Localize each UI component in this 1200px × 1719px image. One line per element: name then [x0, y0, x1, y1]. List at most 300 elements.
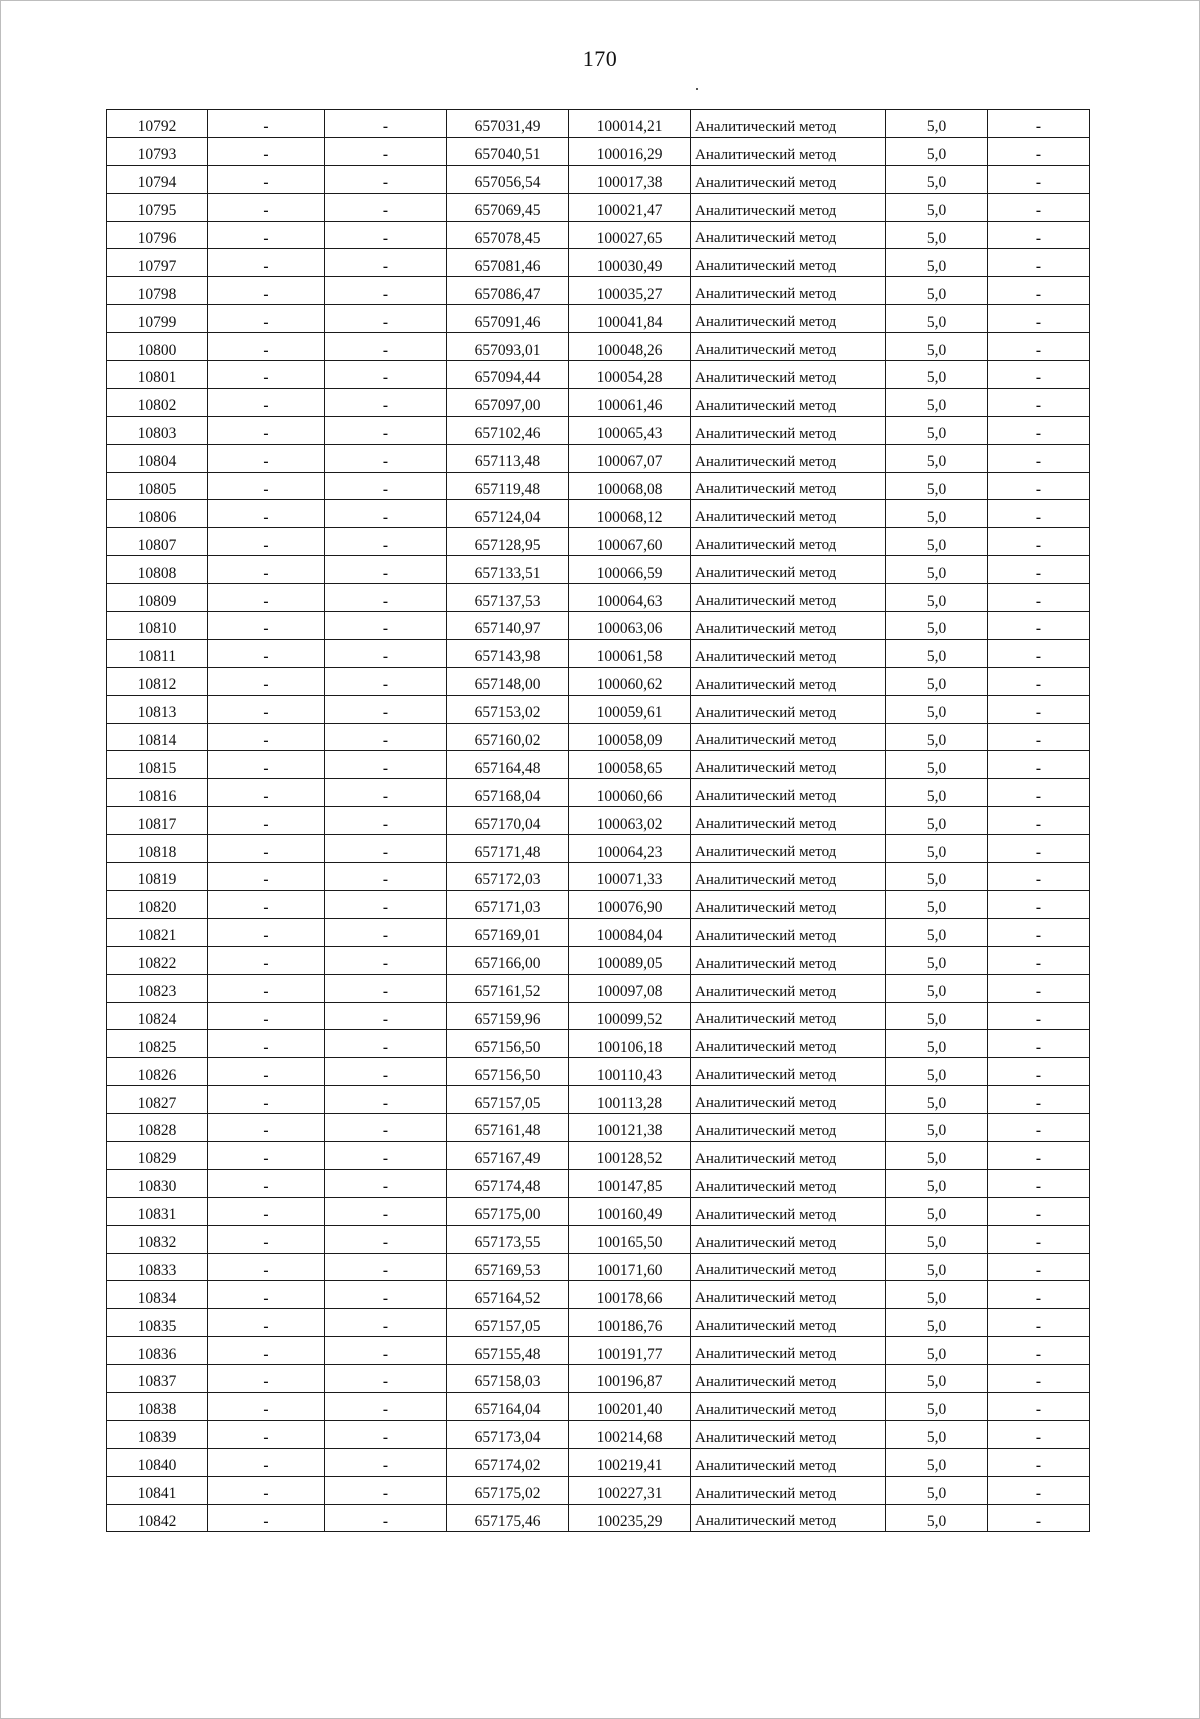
- method-cell: Аналитический метод: [691, 1392, 886, 1420]
- x-coordinate-cell: 657164,04: [447, 1392, 569, 1420]
- dash-cell: -: [325, 1058, 447, 1086]
- dash-cell: -: [208, 556, 325, 584]
- y-coordinate-cell: 100058,65: [569, 751, 691, 779]
- table-row: [107, 584, 1090, 612]
- dash-cell: -: [325, 165, 447, 193]
- method-cell: Аналитический метод: [691, 277, 886, 305]
- dash-cell: -: [988, 1392, 1090, 1420]
- dash-cell: -: [208, 1281, 325, 1309]
- dash-cell: -: [325, 695, 447, 723]
- y-coordinate-cell: 100061,58: [569, 639, 691, 667]
- dash-cell: -: [325, 137, 447, 165]
- dash-cell: -: [325, 1114, 447, 1142]
- dash-cell: -: [208, 974, 325, 1002]
- dash-cell: -: [208, 1169, 325, 1197]
- y-coordinate-cell: 100113,28: [569, 1086, 691, 1114]
- dash-cell: -: [988, 835, 1090, 863]
- y-coordinate-cell: 100196,87: [569, 1365, 691, 1393]
- table-row: [107, 137, 1090, 165]
- y-coordinate-cell: 100110,43: [569, 1058, 691, 1086]
- dash-cell: -: [988, 444, 1090, 472]
- table-row: [107, 1337, 1090, 1365]
- accuracy-cell: 5,0: [886, 1448, 988, 1476]
- dash-cell: -: [208, 751, 325, 779]
- table-row: [107, 1169, 1090, 1197]
- method-cell: Аналитический метод: [691, 110, 886, 138]
- point-number-cell: 10807: [107, 528, 208, 556]
- dash-cell: -: [988, 1337, 1090, 1365]
- dash-cell: -: [325, 1365, 447, 1393]
- method-cell: Аналитический метод: [691, 612, 886, 640]
- accuracy-cell: 5,0: [886, 1420, 988, 1448]
- method-cell: Аналитический метод: [691, 1420, 886, 1448]
- dash-cell: -: [208, 1448, 325, 1476]
- x-coordinate-cell: 657174,02: [447, 1448, 569, 1476]
- point-number-cell: 10838: [107, 1392, 208, 1420]
- accuracy-cell: 5,0: [886, 416, 988, 444]
- x-coordinate-cell: 657119,48: [447, 472, 569, 500]
- accuracy-cell: 5,0: [886, 137, 988, 165]
- dash-cell: -: [208, 1114, 325, 1142]
- dash-cell: -: [988, 249, 1090, 277]
- x-coordinate-cell: 657175,46: [447, 1504, 569, 1532]
- method-cell: Аналитический метод: [691, 1476, 886, 1504]
- dash-cell: -: [325, 500, 447, 528]
- y-coordinate-cell: 100068,08: [569, 472, 691, 500]
- dash-cell: -: [208, 1225, 325, 1253]
- x-coordinate-cell: 657040,51: [447, 137, 569, 165]
- point-number-cell: 10810: [107, 612, 208, 640]
- dash-cell: -: [988, 779, 1090, 807]
- dash-cell: -: [208, 165, 325, 193]
- point-number-cell: 10827: [107, 1086, 208, 1114]
- y-coordinate-cell: 100017,38: [569, 165, 691, 193]
- method-cell: Аналитический метод: [691, 1225, 886, 1253]
- y-coordinate-cell: 100065,43: [569, 416, 691, 444]
- point-number-cell: 10825: [107, 1030, 208, 1058]
- y-coordinate-cell: 100035,27: [569, 277, 691, 305]
- dash-cell: -: [988, 1197, 1090, 1225]
- accuracy-cell: 5,0: [886, 1337, 988, 1365]
- dash-cell: -: [988, 1086, 1090, 1114]
- point-number-cell: 10831: [107, 1197, 208, 1225]
- y-coordinate-cell: 100058,09: [569, 723, 691, 751]
- dash-cell: -: [325, 612, 447, 640]
- table-row: [107, 305, 1090, 333]
- dash-cell: -: [325, 556, 447, 584]
- method-cell: Аналитический метод: [691, 1504, 886, 1532]
- dash-cell: -: [988, 918, 1090, 946]
- accuracy-cell: 5,0: [886, 723, 988, 751]
- dash-cell: -: [208, 388, 325, 416]
- x-coordinate-cell: 657155,48: [447, 1337, 569, 1365]
- x-coordinate-cell: 657140,97: [447, 612, 569, 640]
- dash-cell: -: [988, 667, 1090, 695]
- dash-cell: -: [988, 305, 1090, 333]
- dash-cell: -: [988, 1141, 1090, 1169]
- dash-cell: -: [988, 556, 1090, 584]
- dash-cell: -: [325, 221, 447, 249]
- dash-cell: -: [208, 1504, 325, 1532]
- dash-cell: -: [325, 1448, 447, 1476]
- table-row: [107, 165, 1090, 193]
- method-cell: Аналитический метод: [691, 835, 886, 863]
- point-number-cell: 10803: [107, 416, 208, 444]
- x-coordinate-cell: 657169,01: [447, 918, 569, 946]
- accuracy-cell: 5,0: [886, 890, 988, 918]
- accuracy-cell: 5,0: [886, 807, 988, 835]
- y-coordinate-cell: 100076,90: [569, 890, 691, 918]
- point-number-cell: 10833: [107, 1253, 208, 1281]
- dash-cell: -: [208, 1141, 325, 1169]
- table-row: [107, 556, 1090, 584]
- dash-cell: -: [988, 1420, 1090, 1448]
- accuracy-cell: 5,0: [886, 695, 988, 723]
- x-coordinate-cell: 657078,45: [447, 221, 569, 249]
- dash-cell: -: [325, 639, 447, 667]
- dash-cell: -: [208, 221, 325, 249]
- method-cell: Аналитический метод: [691, 751, 886, 779]
- point-number-cell: 10802: [107, 388, 208, 416]
- point-number-cell: 10814: [107, 723, 208, 751]
- y-coordinate-cell: 100041,84: [569, 305, 691, 333]
- dash-cell: -: [208, 1309, 325, 1337]
- dash-cell: -: [325, 1253, 447, 1281]
- point-number-cell: 10820: [107, 890, 208, 918]
- point-number-cell: 10800: [107, 333, 208, 361]
- point-number-cell: 10806: [107, 500, 208, 528]
- dash-cell: -: [325, 444, 447, 472]
- method-cell: Аналитический метод: [691, 221, 886, 249]
- y-coordinate-cell: 100191,77: [569, 1337, 691, 1365]
- accuracy-cell: 5,0: [886, 1476, 988, 1504]
- dash-cell: -: [988, 110, 1090, 138]
- dash-cell: -: [988, 946, 1090, 974]
- dash-cell: -: [325, 1504, 447, 1532]
- dash-cell: -: [325, 1086, 447, 1114]
- dash-cell: -: [988, 500, 1090, 528]
- accuracy-cell: 5,0: [886, 221, 988, 249]
- dash-cell: -: [208, 1420, 325, 1448]
- point-number-cell: 10836: [107, 1337, 208, 1365]
- dash-cell: -: [325, 1476, 447, 1504]
- accuracy-cell: 5,0: [886, 779, 988, 807]
- dash-cell: -: [988, 137, 1090, 165]
- table-row: [107, 249, 1090, 277]
- dash-cell: -: [325, 723, 447, 751]
- table-row: [107, 863, 1090, 891]
- point-number-cell: 10804: [107, 444, 208, 472]
- method-cell: Аналитический метод: [691, 918, 886, 946]
- point-number-cell: 10826: [107, 1058, 208, 1086]
- coordinates-table: [106, 109, 1090, 1532]
- table-row: [107, 1309, 1090, 1337]
- method-cell: Аналитический метод: [691, 528, 886, 556]
- x-coordinate-cell: 657171,03: [447, 890, 569, 918]
- point-number-cell: 10835: [107, 1309, 208, 1337]
- x-coordinate-cell: 657153,02: [447, 695, 569, 723]
- dash-cell: -: [208, 1002, 325, 1030]
- method-cell: Аналитический метод: [691, 444, 886, 472]
- dash-cell: -: [208, 779, 325, 807]
- y-coordinate-cell: 100071,33: [569, 863, 691, 891]
- dash-cell: -: [208, 835, 325, 863]
- dash-cell: -: [325, 1002, 447, 1030]
- dash-cell: -: [208, 1253, 325, 1281]
- x-coordinate-cell: 657173,04: [447, 1420, 569, 1448]
- y-coordinate-cell: 100014,21: [569, 110, 691, 138]
- dash-cell: -: [988, 1309, 1090, 1337]
- accuracy-cell: 5,0: [886, 528, 988, 556]
- y-coordinate-cell: 100219,41: [569, 1448, 691, 1476]
- accuracy-cell: 5,0: [886, 1030, 988, 1058]
- table-row: [107, 361, 1090, 389]
- dash-cell: -: [208, 639, 325, 667]
- table-row: [107, 500, 1090, 528]
- point-number-cell: 10797: [107, 249, 208, 277]
- dash-cell: -: [325, 193, 447, 221]
- accuracy-cell: 5,0: [886, 110, 988, 138]
- dash-cell: -: [325, 890, 447, 918]
- accuracy-cell: 5,0: [886, 974, 988, 1002]
- dash-cell: -: [325, 807, 447, 835]
- dash-cell: -: [325, 835, 447, 863]
- table-row: [107, 1030, 1090, 1058]
- x-coordinate-cell: 657124,04: [447, 500, 569, 528]
- accuracy-cell: 5,0: [886, 305, 988, 333]
- method-cell: Аналитический метод: [691, 695, 886, 723]
- method-cell: Аналитический метод: [691, 974, 886, 1002]
- accuracy-cell: 5,0: [886, 193, 988, 221]
- dash-cell: -: [208, 249, 325, 277]
- dash-cell: -: [988, 807, 1090, 835]
- dash-cell: -: [988, 863, 1090, 891]
- dash-cell: -: [325, 361, 447, 389]
- dash-cell: -: [988, 723, 1090, 751]
- table-row: [107, 193, 1090, 221]
- table-row: [107, 1281, 1090, 1309]
- method-cell: Аналитический метод: [691, 946, 886, 974]
- x-coordinate-cell: 657156,50: [447, 1030, 569, 1058]
- point-number-cell: 10839: [107, 1420, 208, 1448]
- method-cell: Аналитический метод: [691, 388, 886, 416]
- accuracy-cell: 5,0: [886, 1141, 988, 1169]
- accuracy-cell: 5,0: [886, 946, 988, 974]
- dash-cell: -: [325, 333, 447, 361]
- accuracy-cell: 5,0: [886, 165, 988, 193]
- accuracy-cell: 5,0: [886, 1114, 988, 1142]
- table-row: [107, 1141, 1090, 1169]
- dash-cell: -: [208, 807, 325, 835]
- table-row: [107, 388, 1090, 416]
- table-row: [107, 110, 1090, 138]
- accuracy-cell: 5,0: [886, 918, 988, 946]
- method-cell: Аналитический метод: [691, 137, 886, 165]
- x-coordinate-cell: 657173,55: [447, 1225, 569, 1253]
- dash-cell: -: [988, 1253, 1090, 1281]
- y-coordinate-cell: 100165,50: [569, 1225, 691, 1253]
- x-coordinate-cell: 657137,53: [447, 584, 569, 612]
- point-number-cell: 10842: [107, 1504, 208, 1532]
- accuracy-cell: 5,0: [886, 1169, 988, 1197]
- y-coordinate-cell: 100106,18: [569, 1030, 691, 1058]
- x-coordinate-cell: 657091,46: [447, 305, 569, 333]
- point-number-cell: 10796: [107, 221, 208, 249]
- table-row: [107, 1392, 1090, 1420]
- dash-cell: -: [208, 723, 325, 751]
- x-coordinate-cell: 657161,48: [447, 1114, 569, 1142]
- point-number-cell: 10819: [107, 863, 208, 891]
- dash-cell: -: [208, 277, 325, 305]
- method-cell: Аналитический метод: [691, 667, 886, 695]
- dash-cell: -: [325, 1337, 447, 1365]
- table-row: [107, 1420, 1090, 1448]
- x-coordinate-cell: 657133,51: [447, 556, 569, 584]
- point-number-cell: 10841: [107, 1476, 208, 1504]
- dash-cell: -: [208, 584, 325, 612]
- table-row: [107, 751, 1090, 779]
- point-number-cell: 10813: [107, 695, 208, 723]
- point-number-cell: 10815: [107, 751, 208, 779]
- dash-cell: -: [988, 1030, 1090, 1058]
- dash-cell: -: [325, 974, 447, 1002]
- y-coordinate-cell: 100048,26: [569, 333, 691, 361]
- method-cell: Аналитический метод: [691, 584, 886, 612]
- dash-cell: -: [988, 890, 1090, 918]
- accuracy-cell: 5,0: [886, 556, 988, 584]
- x-coordinate-cell: 657102,46: [447, 416, 569, 444]
- dash-cell: -: [988, 639, 1090, 667]
- dash-cell: -: [988, 695, 1090, 723]
- x-coordinate-cell: 657157,05: [447, 1086, 569, 1114]
- point-number-cell: 10793: [107, 137, 208, 165]
- method-cell: Аналитический метод: [691, 1337, 886, 1365]
- accuracy-cell: 5,0: [886, 667, 988, 695]
- y-coordinate-cell: 100235,29: [569, 1504, 691, 1532]
- accuracy-cell: 5,0: [886, 1309, 988, 1337]
- point-number-cell: 10808: [107, 556, 208, 584]
- y-coordinate-cell: 100214,68: [569, 1420, 691, 1448]
- accuracy-cell: 5,0: [886, 1002, 988, 1030]
- accuracy-cell: 5,0: [886, 835, 988, 863]
- table-row: [107, 416, 1090, 444]
- y-coordinate-cell: 100061,46: [569, 388, 691, 416]
- table-row: [107, 946, 1090, 974]
- x-coordinate-cell: 657157,05: [447, 1309, 569, 1337]
- x-coordinate-cell: 657166,00: [447, 946, 569, 974]
- x-coordinate-cell: 657158,03: [447, 1365, 569, 1393]
- x-coordinate-cell: 657172,03: [447, 863, 569, 891]
- x-coordinate-cell: 657159,96: [447, 1002, 569, 1030]
- dash-cell: -: [988, 416, 1090, 444]
- dash-cell: -: [208, 305, 325, 333]
- table-row: [107, 1225, 1090, 1253]
- table-row: [107, 1448, 1090, 1476]
- method-cell: Аналитический метод: [691, 779, 886, 807]
- accuracy-cell: 5,0: [886, 1086, 988, 1114]
- dash-cell: -: [988, 974, 1090, 1002]
- table-row: [107, 723, 1090, 751]
- dash-cell: -: [325, 1309, 447, 1337]
- y-coordinate-cell: 100178,66: [569, 1281, 691, 1309]
- dash-cell: -: [988, 528, 1090, 556]
- y-coordinate-cell: 100016,29: [569, 137, 691, 165]
- y-coordinate-cell: 100171,60: [569, 1253, 691, 1281]
- point-number-cell: 10801: [107, 361, 208, 389]
- dash-cell: -: [988, 193, 1090, 221]
- dash-cell: -: [325, 416, 447, 444]
- dash-cell: -: [988, 1225, 1090, 1253]
- accuracy-cell: 5,0: [886, 472, 988, 500]
- x-coordinate-cell: 657156,50: [447, 1058, 569, 1086]
- y-coordinate-cell: 100066,59: [569, 556, 691, 584]
- accuracy-cell: 5,0: [886, 444, 988, 472]
- y-coordinate-cell: 100027,65: [569, 221, 691, 249]
- dash-cell: -: [988, 1114, 1090, 1142]
- accuracy-cell: 5,0: [886, 1197, 988, 1225]
- x-coordinate-cell: 657174,48: [447, 1169, 569, 1197]
- table-row: [107, 1002, 1090, 1030]
- x-coordinate-cell: 657170,04: [447, 807, 569, 835]
- dash-cell: -: [325, 277, 447, 305]
- point-number-cell: 10832: [107, 1225, 208, 1253]
- dash-cell: -: [325, 110, 447, 138]
- y-coordinate-cell: 100160,49: [569, 1197, 691, 1225]
- table-row: [107, 807, 1090, 835]
- dash-cell: -: [208, 193, 325, 221]
- scan-speck: [696, 88, 698, 90]
- x-coordinate-cell: 657171,48: [447, 835, 569, 863]
- dash-cell: -: [208, 1197, 325, 1225]
- point-number-cell: 10792: [107, 110, 208, 138]
- method-cell: Аналитический метод: [691, 639, 886, 667]
- point-number-cell: 10818: [107, 835, 208, 863]
- table-row: [107, 221, 1090, 249]
- x-coordinate-cell: 657081,46: [447, 249, 569, 277]
- x-coordinate-cell: 657160,02: [447, 723, 569, 751]
- method-cell: Аналитический метод: [691, 1058, 886, 1086]
- dash-cell: -: [208, 333, 325, 361]
- dash-cell: -: [988, 1058, 1090, 1086]
- y-coordinate-cell: 100064,23: [569, 835, 691, 863]
- method-cell: Аналитический метод: [691, 1141, 886, 1169]
- point-number-cell: 10794: [107, 165, 208, 193]
- y-coordinate-cell: 100227,31: [569, 1476, 691, 1504]
- method-cell: Аналитический метод: [691, 1086, 886, 1114]
- dash-cell: -: [208, 137, 325, 165]
- accuracy-cell: 5,0: [886, 500, 988, 528]
- dash-cell: -: [988, 1281, 1090, 1309]
- y-coordinate-cell: 100064,63: [569, 584, 691, 612]
- table-row: [107, 695, 1090, 723]
- dash-cell: -: [208, 1365, 325, 1393]
- dash-cell: -: [325, 1225, 447, 1253]
- x-coordinate-cell: 657168,04: [447, 779, 569, 807]
- method-cell: Аналитический метод: [691, 333, 886, 361]
- accuracy-cell: 5,0: [886, 1225, 988, 1253]
- method-cell: Аналитический метод: [691, 1197, 886, 1225]
- dash-cell: -: [325, 779, 447, 807]
- method-cell: Аналитический метод: [691, 165, 886, 193]
- dash-cell: -: [325, 918, 447, 946]
- accuracy-cell: 5,0: [886, 612, 988, 640]
- point-number-cell: 10834: [107, 1281, 208, 1309]
- accuracy-cell: 5,0: [886, 361, 988, 389]
- x-coordinate-cell: 657175,00: [447, 1197, 569, 1225]
- dash-cell: -: [208, 863, 325, 891]
- method-cell: Аналитический метод: [691, 1114, 886, 1142]
- accuracy-cell: 5,0: [886, 1253, 988, 1281]
